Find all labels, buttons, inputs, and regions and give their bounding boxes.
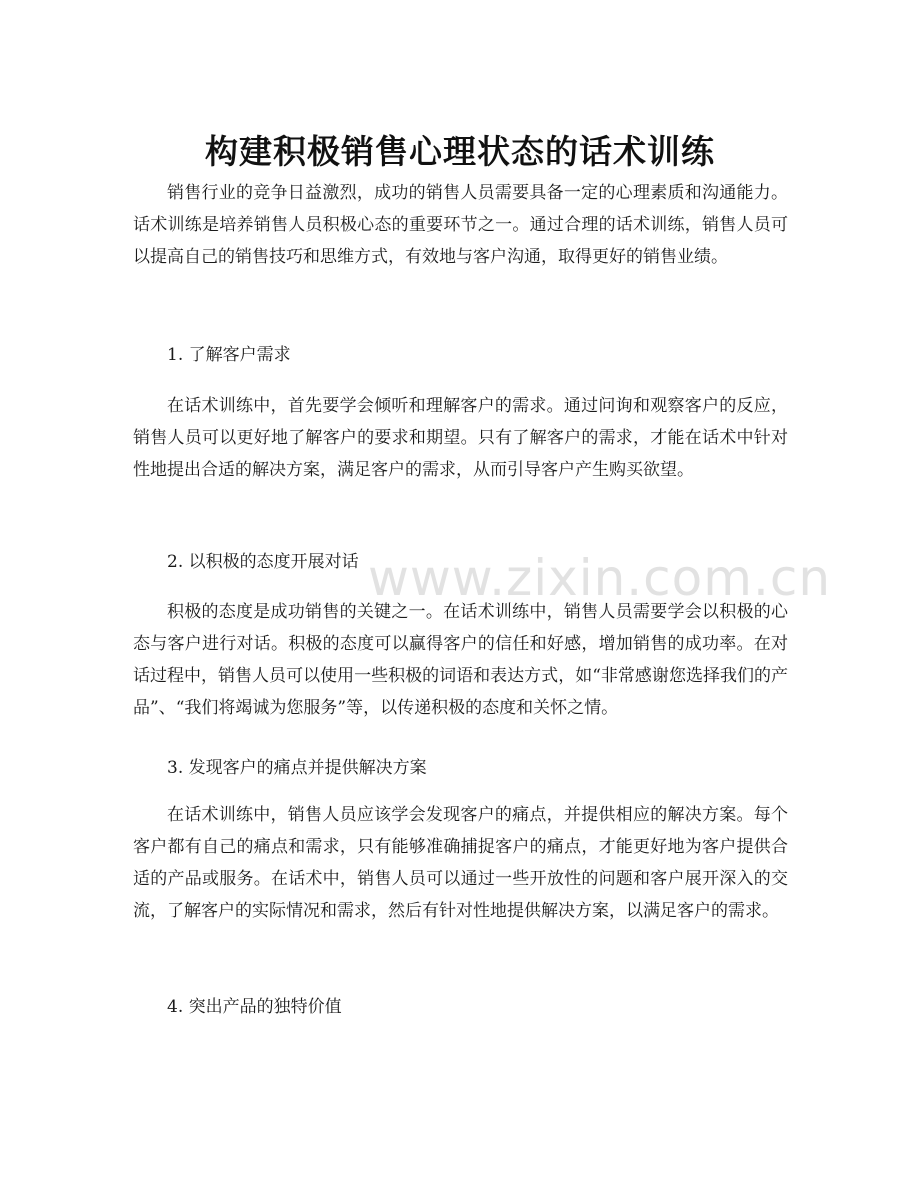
section-heading-3: 3. 发现客户的痛点并提供解决方案 <box>167 758 427 778</box>
section-body-1: 在话术训练中，首先要学会倾听和理解客户的需求。通过问询和观察客户的反应，销售人员可以更好地了解客户的要求和期望。只有了解客户的需求，才能在话术中针对性地提出合适的解决方案，满足客户的需求，从而引导客户产生购买欲望。 <box>133 396 788 480</box>
section-body-2: 积极的态度是成功销售的关键之一。在话术训练中，销售人员需要学会以积极的心态与客户进行对话。积极的态度可以赢得客户的信任和好感，增加销售的成功率。在对话过程中，销售人员可以使用一些积极的词语和表达方式，如“非常感谢您选择我们的产品”、“我们将竭诚为您服务”等，以传递积极的态度和关怀之情。 <box>133 602 788 718</box>
section-heading-1: 1. 了解客户需求 <box>167 345 291 365</box>
section-body-3: 在话术训练中，销售人员应该学会发现客户的痛点，并提供相应的解决方案。每个客户都有自己的痛点和需求，只有能够准确捕捉客户的痛点，才能更好地为客户提供合适的产品或服务。在话术中，销售人员可以通过一些开放性的问题和客户展开深入的交流，了解客户的实际情况和需求，然后有针对性地提供解决方案，以满足客户的需求。 <box>133 805 788 921</box>
page-title: 构建积极销售心理状态的话术训练 <box>205 132 715 172</box>
section-heading-4: 4. 突出产品的独特价值 <box>167 997 342 1017</box>
intro-paragraph: 销售行业的竞争日益激烈，成功的销售人员需要具备一定的心理素质和沟通能力。话术训练是培养销售人员积极心态的重要环节之一。通过合理的话术训练，销售人员可以提高自己的销售技巧和思维方式，有效地与客户沟通，取得更好的销售业绩。 <box>133 183 788 267</box>
watermark: www.zixin.com.cn <box>368 549 832 607</box>
section-heading-2: 2. 以积极的态度开展对话 <box>167 552 359 572</box>
